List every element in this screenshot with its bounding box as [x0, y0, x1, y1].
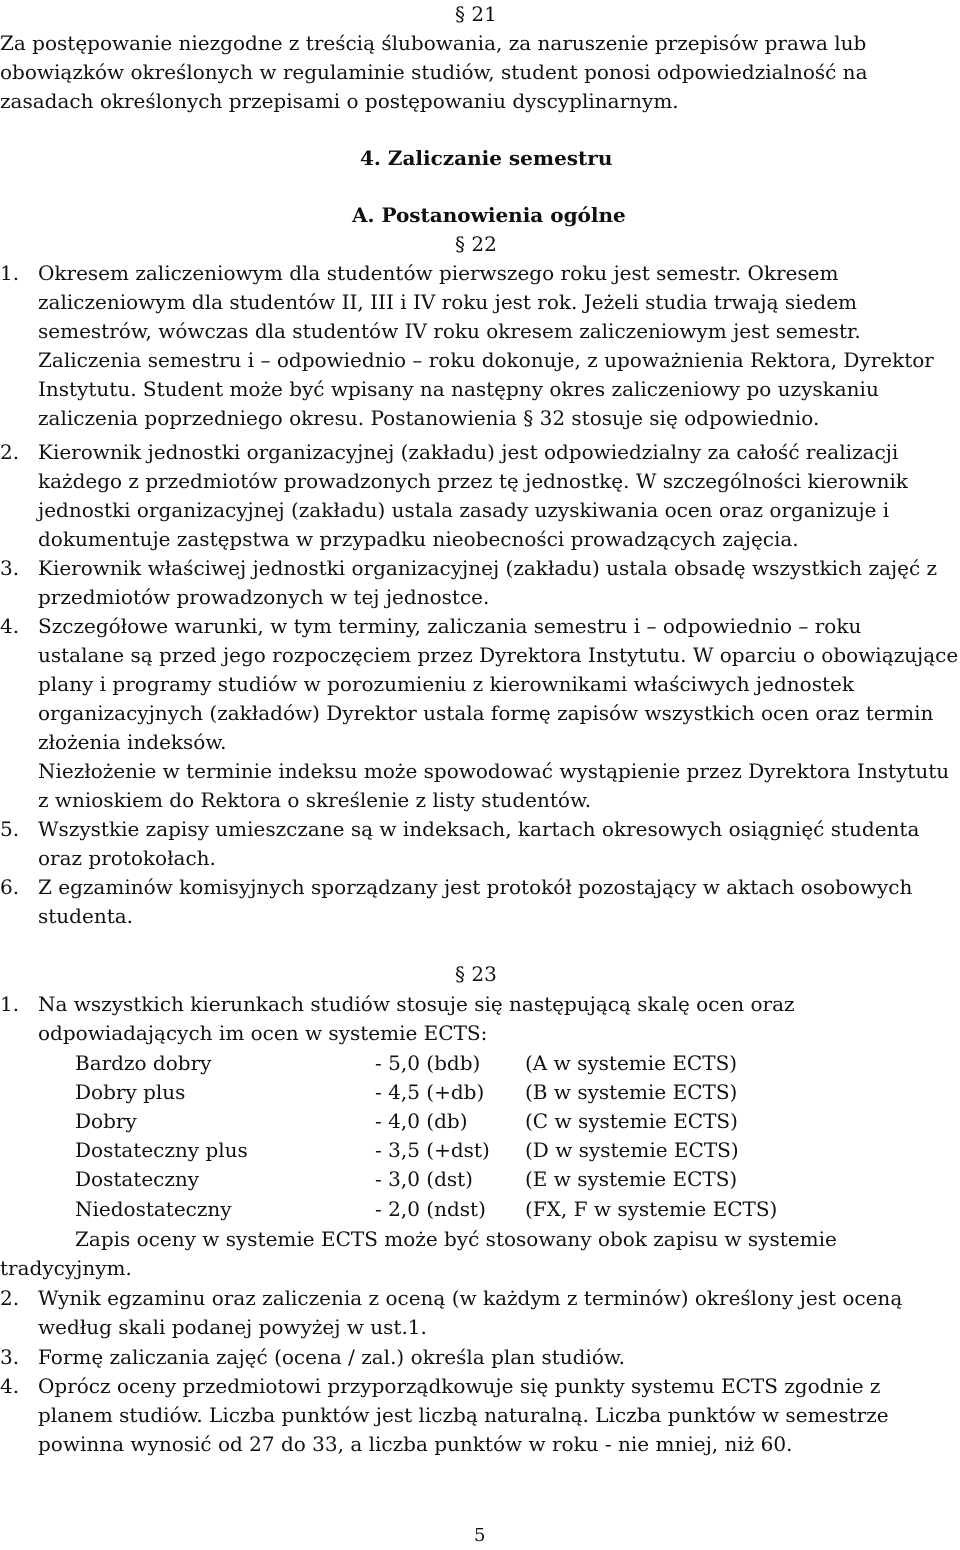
grade-value: - 4,0 (db)	[375, 1109, 468, 1133]
s22-point-1-line: Okresem zaliczeniowym dla studentów pierwszego roku jest semestr. Okresem	[38, 261, 839, 285]
s22-point-2-line: Kierownik jednostki organizacyjnej (zakładu) jest odpowiedzialny za całość realizacji	[38, 440, 899, 464]
chapter-heading: 4. Zaliczanie semestru	[360, 146, 613, 170]
ects-note-line-2: tradycyjnym.	[0, 1256, 132, 1280]
s22-point-3-line: przedmiotów prowadzonych w tej jednostce.	[38, 585, 490, 609]
s23-point-3-line: Formę zaliczania zajęć (ocena / zal.) określa plan studiów.	[38, 1345, 625, 1369]
s23-point-4-number: 4.	[0, 1374, 20, 1398]
s23-point-3-number: 3.	[0, 1345, 20, 1369]
s22-point-6-line: Z egzaminów komisyjnych sporządzany jest protokół pozostający w aktach osobowych	[38, 875, 913, 899]
s22-point-2-line: dokumentuje zastępstwa w przypadku nieobecności prowadzących zajęcia.	[38, 527, 799, 551]
grade-name: Dostateczny plus	[75, 1138, 248, 1162]
s22-point-4-line: organizacyjnych (zakładów) Dyrektor ustala formę zapisów wszystkich ocen oraz termin	[38, 701, 934, 725]
grade-ects: (C w systemie ECTS)	[525, 1109, 738, 1133]
s22-point-4-line: Niezłożenie w terminie indeksu może spowodować wystąpienie przez Dyrektora Instytutu	[38, 759, 950, 783]
s22-point-2-number: 2.	[0, 440, 20, 464]
s22-point-2-line: jednostki organizacyjnej (zakładu) ustala zasady uzyskiwania ocen oraz organizuje i	[38, 498, 890, 522]
s23-point-2-line: według skali podanej powyżej w ust.1.	[38, 1315, 427, 1339]
s22-point-4-line: złożenia indeksów.	[38, 730, 227, 754]
s21-text-line-2: obowiązków określonych w regulaminie studiów, student ponosi odpowiedzialność na	[0, 60, 868, 84]
grade-ects: (FX, F w systemie ECTS)	[525, 1197, 778, 1221]
section-mark-21: § 21	[455, 2, 497, 26]
s23-point-1-line: odpowiadających im ocen w systemie ECTS:	[38, 1021, 488, 1045]
ects-note-line-1: Zapis oceny w systemie ECTS może być stosowany obok zapisu w systemie	[75, 1227, 837, 1251]
grade-ects: (B w systemie ECTS)	[525, 1080, 738, 1104]
grade-name: Dostateczny	[75, 1167, 200, 1191]
s23-point-4-line: Oprócz oceny przedmiotowi przyporządkowuje się punkty systemu ECTS zgodnie z	[38, 1374, 881, 1398]
grade-name: Niedostateczny	[75, 1197, 232, 1221]
s22-point-4-line: ustalane są przed jego rozpoczęciem przez Dyrektora Instytutu. W oparciu o obowiązujące	[38, 643, 959, 667]
grade-name: Dobry	[75, 1109, 137, 1133]
s22-point-1-line: zaliczenia poprzedniego okresu. Postanowienia § 32 stosuje się odpowiednio.	[38, 406, 820, 430]
grade-name: Bardzo dobry	[75, 1051, 212, 1075]
s22-point-3-line: Kierownik właściwej jednostki organizacyjnej (zakładu) ustala obsadę wszystkich zajęć z	[38, 556, 938, 580]
s23-point-1-number: 1.	[0, 992, 20, 1016]
grade-ects: (D w systemie ECTS)	[525, 1138, 739, 1162]
grade-name: Dobry plus	[75, 1080, 186, 1104]
s22-point-3-number: 3.	[0, 556, 20, 580]
s22-point-5-line: Wszystkie zapisy umieszczane są w indeksach, kartach okresowych osiągnięć studenta	[38, 817, 920, 841]
subheading: A. Postanowienia ogólne	[352, 203, 626, 227]
s21-text-line-1: Za postępowanie niezgodne z treścią ślubowania, za naruszenie przepisów prawa lub	[0, 31, 867, 55]
s23-point-2-line: Wynik egzaminu oraz zaliczenia z oceną (w każdym z terminów) określony jest oceną	[38, 1286, 903, 1310]
s22-point-5-line: oraz protokołach.	[38, 846, 216, 870]
grade-value: - 3,5 (+dst)	[375, 1138, 490, 1162]
s21-text-line-3: zasadach określonych przepisami o postępowaniu dyscyplinarnym.	[0, 89, 679, 113]
s22-point-6-line: studenta.	[38, 904, 134, 928]
grade-value: - 4,5 (+db)	[375, 1080, 485, 1104]
page-number: 5	[474, 1525, 486, 1546]
s23-point-4-line: powinna wynosić od 27 do 33, a liczba punktów w roku - nie mniej, niż 60.	[38, 1432, 793, 1456]
s22-point-5-number: 5.	[0, 817, 20, 841]
s22-point-1-line: Zaliczenia semestru i – odpowiednio – roku dokonuje, z upoważnienia Rektora, Dyrektor	[38, 348, 934, 372]
s22-point-1-line: Instytutu. Student może być wpisany na następny okres zaliczeniowy po uzyskaniu	[38, 377, 879, 401]
s23-point-1-line: Na wszystkich kierunkach studiów stosuje się następującą skalę ocen oraz	[38, 992, 795, 1016]
s22-point-6-number: 6.	[0, 875, 20, 899]
s22-point-4-line: Szczegółowe warunki, w tym terminy, zaliczania semestru i – odpowiednio – roku	[38, 614, 862, 638]
s22-point-4-line: plany i programy studiów w porozumieniu z kierownikami właściwych jednostek	[38, 672, 854, 696]
s22-point-4-number: 4.	[0, 614, 20, 638]
grade-value: - 2,0 (ndst)	[375, 1197, 486, 1221]
grade-value: - 5,0 (bdb)	[375, 1051, 481, 1075]
section-mark-22: § 22	[455, 232, 497, 256]
s23-point-4-line: planem studiów. Liczba punktów jest liczbą naturalną. Liczba punktów w semestrze	[38, 1403, 889, 1427]
s22-point-1-number: 1.	[0, 261, 20, 285]
grade-ects: (A w systemie ECTS)	[525, 1051, 738, 1075]
s22-point-1-line: zaliczeniowym dla studentów II, III i IV roku jest rok. Jeżeli studia trwają siedem	[38, 290, 858, 314]
grade-value: - 3,0 (dst)	[375, 1167, 473, 1191]
s23-point-2-number: 2.	[0, 1286, 20, 1310]
s22-point-2-line: każdego z przedmiotów prowadzonych przez tę jednostkę. W szczególności kierownik	[38, 469, 908, 493]
s22-point-4-line: z wnioskiem do Rektora o skreślenie z listy studentów.	[38, 788, 592, 812]
grade-ects: (E w systemie ECTS)	[525, 1167, 738, 1191]
s22-point-1-line: semestrów, wówczas dla studentów IV roku okresem zaliczeniowym jest semestr.	[38, 319, 861, 343]
section-mark-23: § 23	[455, 962, 497, 986]
